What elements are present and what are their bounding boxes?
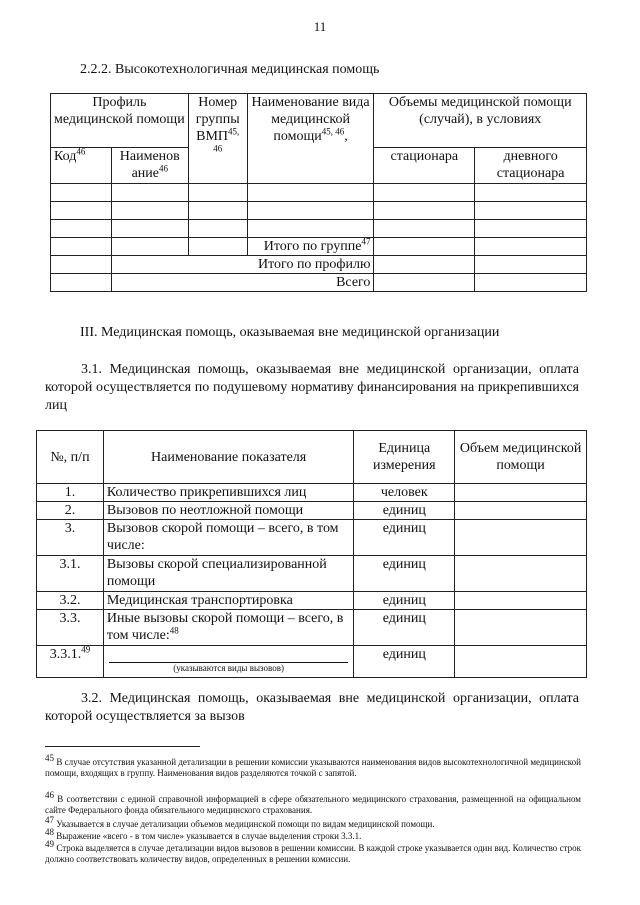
total-group-label: Итого по группе$^{47}$ bbox=[247, 238, 374, 256]
footnote-divider bbox=[45, 746, 200, 747]
footnote-45: $^{45}$ В случае отсутствия указанной детализации в решении комиссии указываются наименования видов высокотехнологичной медицинской помощи, входящих в группу. Наименования видов разделяются точкой с запятой. bbox=[45, 753, 581, 778]
table-row bbox=[37, 502, 587, 520]
row-number: 3.3. bbox=[37, 610, 104, 646]
code-header: Код$^{46}$ bbox=[51, 148, 112, 184]
row-name: Вызовов по неотложной помощи bbox=[103, 502, 353, 520]
row-unit: единиц bbox=[354, 502, 455, 520]
footnote-46: $^{46}$ В соответствии с единой справочной информацией в сфере обязательного медицинского страхования, размещенной на официальном сайте Федерального фонда обязательного медицинского страхования. bbox=[45, 790, 582, 815]
row-note: (указываются виды вызовов) bbox=[173, 663, 284, 673]
vmp-group-header: Номер группы ВМП$^{45, 46}$ bbox=[188, 94, 247, 184]
col-no-header: №, п/п bbox=[37, 431, 104, 484]
row-name: Вызовов скорой помощи – всего, в том числе: bbox=[103, 520, 353, 556]
inpatient-header: стационара bbox=[374, 148, 475, 184]
name-header: Наименов ание$^{46}$ bbox=[111, 148, 188, 184]
col-name-header: Наименование показателя bbox=[103, 431, 353, 484]
table-row bbox=[51, 220, 587, 238]
footnote-47: $^{47}$ Указывается в случае детализации объемов медицинской помощи по видам медицинской помощи. bbox=[45, 815, 435, 829]
row-number: 3.3.1.49 bbox=[37, 646, 104, 678]
row-unit: единиц bbox=[354, 592, 455, 610]
row-name-blank bbox=[103, 646, 353, 678]
row-unit: единиц bbox=[354, 646, 455, 678]
total-row bbox=[51, 274, 587, 292]
row-number: 1. bbox=[37, 484, 104, 502]
col-unit-header: Единица измерения bbox=[354, 431, 455, 484]
table-row bbox=[37, 556, 587, 592]
table-row bbox=[37, 484, 587, 502]
row-unit: единиц bbox=[354, 520, 455, 556]
row-number: 3. bbox=[37, 520, 104, 556]
col-volume-header: Объем медицинской помощи bbox=[455, 431, 587, 484]
table-row bbox=[51, 184, 587, 202]
total-group-row bbox=[51, 238, 587, 256]
footnote-49: $^{49}$ Строка выделяется в случае детализации видов вызовов в решении комиссии. В каждой строке указывается один вид. Количество строк должно соответствовать количеству видов, определенных в решении комиссии. bbox=[45, 839, 581, 864]
row-unit: человек bbox=[354, 484, 455, 502]
section-3-title: III. Медицинская помощь, оказываемая вне медицинской организации bbox=[80, 325, 500, 340]
page-number: 11 bbox=[313, 19, 327, 34]
total-label: Всего bbox=[111, 274, 374, 292]
table-row bbox=[37, 646, 587, 678]
day-inpatient-header: дневного стационара bbox=[475, 148, 587, 184]
row-name: Вызовы скорой специализированной помощи bbox=[103, 556, 353, 592]
vmp-table bbox=[50, 93, 587, 292]
section-3-1-text: 3.1. Медицинская помощь, оказываемая вне медицинской организации, оплата которой осуществляется по подушевому нормативу финансирования на прикрепившихся лиц bbox=[45, 362, 579, 413]
table-row bbox=[51, 202, 587, 220]
volumes-header: Объемы медицинской помощи (случай), в условиях bbox=[374, 94, 587, 148]
row-number: 3.1. bbox=[37, 556, 104, 592]
row-name: Иные вызовы скорой помощи – всего, в том числе:$^{48}$ bbox=[103, 610, 353, 646]
row-number: 2. bbox=[37, 502, 104, 520]
row-number: 3.2. bbox=[37, 592, 104, 610]
row-name: Медицинская транспортировка bbox=[103, 592, 353, 610]
table-row bbox=[37, 592, 587, 610]
row-name: Количество прикрепившихся лиц bbox=[103, 484, 353, 502]
section-3-2-text: 3.2. Медицинская помощь, оказываемая вне медицинской организации, оплата которой осуществляется за вызов bbox=[45, 691, 579, 724]
row-unit: единиц bbox=[354, 556, 455, 592]
total-profile-row bbox=[51, 256, 587, 274]
profile-header: Профиль медицинской помощи bbox=[51, 94, 189, 148]
row-unit: единиц bbox=[354, 610, 455, 646]
footnote-48: $^{48}$ Выражение «всего - в том числе» указывается в случае выделения строки 3.3.1. bbox=[45, 827, 362, 841]
fill-in-line bbox=[109, 648, 348, 663]
section-2-2-2-title: 2.2.2. Высокотехнологичная медицинская помощь bbox=[80, 62, 380, 77]
outside-care-table bbox=[36, 430, 587, 678]
table-row bbox=[37, 610, 587, 646]
total-profile-label: Итого по профилю bbox=[111, 256, 374, 274]
kind-name-header: Наименование вида медицинской помощи$^{45, 46}$, bbox=[247, 94, 374, 184]
table-row bbox=[37, 520, 587, 556]
